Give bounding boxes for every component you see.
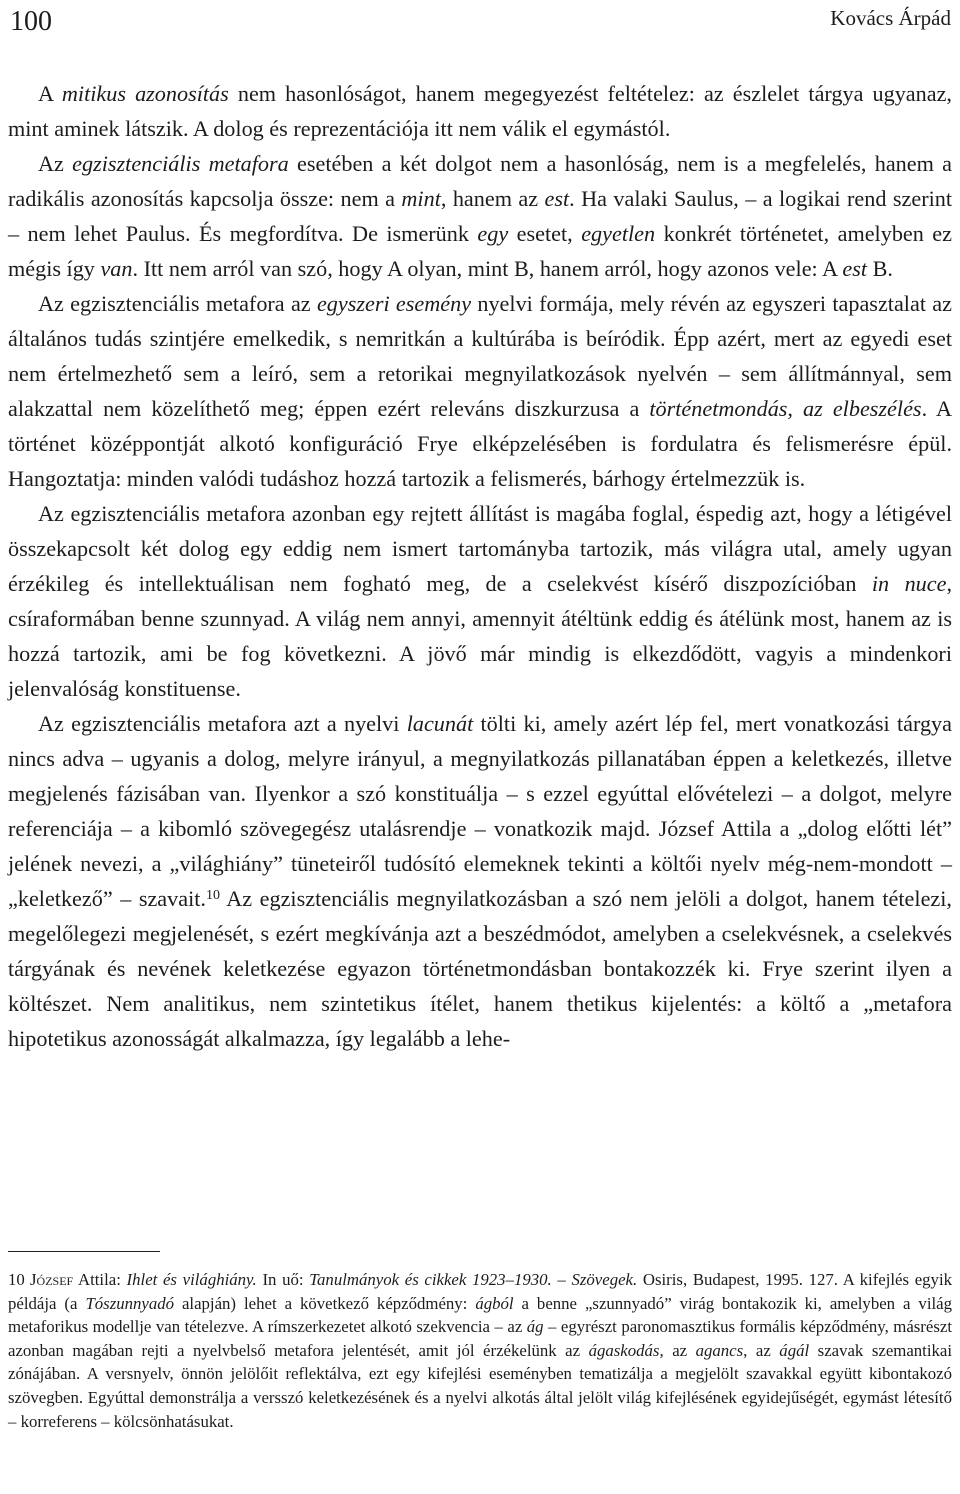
running-head: Kovács Árpád — [830, 6, 951, 30]
footnote-divider — [8, 1251, 160, 1252]
paragraph: Az egzisztenciális metafora esetében a két dolgot nem a hasonlóság, nem is a megfelelés, hanem a radikális azonosítás kapcsolja össze: nem a mint, hanem az est. Ha valaki Saulus, – a logikai rend szerint – nem lehet Paulus. És megfordítva. De ismerünk egy esetet, egyetlen konkrét történetet, amelyben ez mégis így van. Itt nem arról van szó, hogy A olyan, mint B, hanem arról, hogy azonos vele: A est B. — [8, 151, 953, 281]
paragraph: Az egzisztenciális metafora az egyszeri esemény nyelvi formája, mely révén az egyszeri tapasztalat az általános tudás szintjére emelkedik, s nemritkán a kultúrába is beíródik. Épp azért, mert az egyedi eset nem értelmezhető sem a leíró, sem a retorikai megnyilatkozások nyelvén – sem állítmánnyal, sem alakzattal nem közelíthető meg; éppen ezért releváns diszkurzusa a történetmondás, az elbeszélés. A történet középpontját alkotó konfiguráció Frye elképzelésében is fordulatra és felismerésre épül. Hangoztatja: minden valódi tudáshoz hozzá tartozik a felismerés, bárhogy értelmezzük is. — [8, 291, 952, 491]
footnote-reference[interactable]: 10 — [205, 888, 220, 903]
paragraph: A mitikus azonosítás nem hasonlóságot, hanem megegyezést feltételez: az észlelet tárgya ugyanaz, mint aminek látszik. A dolog és reprezentációja itt nem válik el egymástól. — [8, 81, 952, 141]
footnote: 10 József Attila: Ihlet és világhiány. In uő: Tanulmányok és cikkek 1923–1930. – Szövegek. Osiris, Budapest, 1995. 127. A kifejlés egyik példája (a Tószunnyadó alapján) lehet a következő képződmény: ágból a benne „szunnyadó” virág bontakozik ki, amelyben a világ metaforikus modellje van tételezve. A rímszerkezetet alkotó szekvencia – az ág – egyrészt paronomasztikus formális képződmény, másrészt azonban magában rejti a nyelvbelső metafora jelentését, amit jól érzékelünk az ágaskodás, az agancs, az ágál szavak szemantikai zónájában. A versnyelv, önnön jelölőit reflektálva, ezt egy kifejlési eseményben tematizálja a megjelölt szavakkal együtt kibontakozó szövegben. Egyúttal demonstrálja a versszó keletkezésének és a nyelvi alkotás által jelölt világ kifejlésének egyidejűségét, egymást létesítő – korreferens – kölcsönhatásukat. — [8, 1270, 953, 1431]
paragraph: Az egzisztenciális metafora azt a nyelvi lacunát tölti ki, amely azért lép fel, mert vonatkozási tárgya nincs adva – ugyanis a dolog, melyre irányul, a megnyilatkozás pillanatában éppen a keletkezés, illetve megjelenés fázisában van. Ilyenkor a szó konstituálja – s ezzel egyúttal elővételezi – a dolgot, melyre referenciája – a kibomló szövegegész utalásrendje – vonatkozik majd. József Attila a „dolog előtti lét” jelének nevezi, a „világhiány” tüneteiről tudósító elemeknek tekinti a költői nyelv még-nem-mondott – „keletkező” – szavait.$^{10}$ Az egzisztenciális megnyilatkozásban a szó nem jelöli a dolgot, hanem tételezi, megelőlegezi megjelenését, s ezért megkívánja azt a beszédmódot, amelyben a cselekvésnek, a cselekvés tárgyának és nevének keletkezése egyazon történetmondásban bontakozzék ki. Frye szerint ilyen a költészet. Nem analitikus, nem szintetikus ítélet, hanem thetikus kijelentés: a költő a „metafora hipotetikus azonosságát alkalmazza, így legalább a lehe- — [8, 711, 952, 1051]
body-text — [8, 76, 952, 1056]
page-number: 100 — [10, 6, 52, 37]
footnote-number: 10 — [8, 1270, 25, 1289]
paragraph: Az egzisztenciális metafora azonban egy rejtett állítást is magába foglal, éspedig azt, hogy a létigével összekapcsolt két dolog egy eddig nem ismert tartományba tartozik, más világra utal, amely ugyan érzékileg és intellektuálisan nem fogható meg, de a cselekvést kísérő diszpozícióban in nuce, csíraformában benne szunnyad. A világ nem annyi, amennyit átéltünk eddig és átélünk most, hanem az is hozzá tartozik, ami be fog következni. A jövő már mindig is elkezdődött, vagyis a mindenkori jelenvalóság konstituense. — [8, 501, 952, 701]
